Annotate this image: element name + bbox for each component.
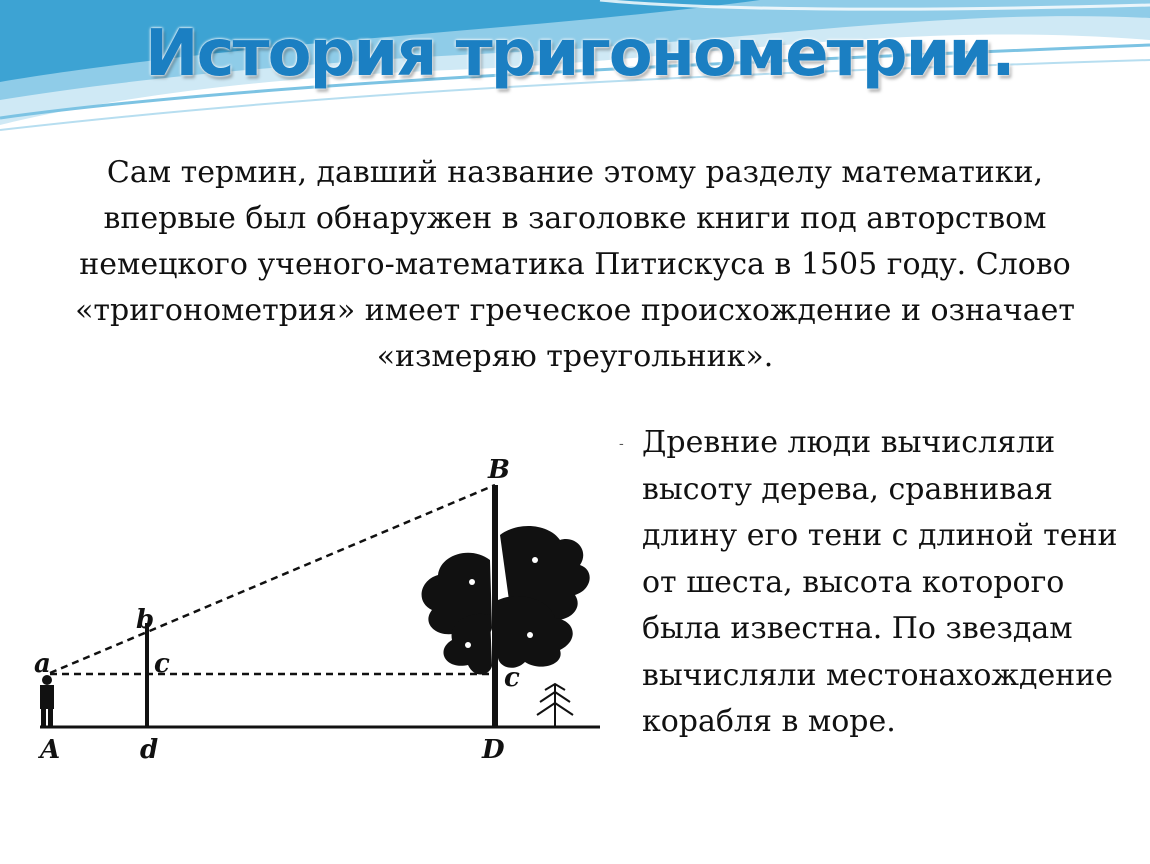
label-A: A xyxy=(40,735,61,765)
slide-title: История тригонометрии. xyxy=(145,17,1014,91)
bullet-marker: - xyxy=(619,436,624,452)
tree-height-diagram xyxy=(20,440,620,780)
tree-foliage xyxy=(422,526,590,675)
intro-paragraph: Сам термин, давший название этому разделу математики, впервые был обнаружен в заголовке книги под авторством немецкого ученого-математика Питискуса в 1505 году. Слово «тригонометрия» имеет греческое происхождение и означает «измеряю треугольник». xyxy=(75,155,1075,374)
side-paragraph: Древние люди вычисляли высоту дерева, сравнивая длину его тени с длиной тени от шеста, высота которого была известна. По звездам вычисляли местонахождение корабля в море. xyxy=(642,425,1118,739)
label-c-pole: c xyxy=(154,649,170,679)
label-B: B xyxy=(488,455,510,485)
label-c-tree: c xyxy=(504,663,520,693)
observer-figure xyxy=(40,675,54,726)
sight-line xyxy=(50,485,495,673)
label-a: a xyxy=(34,649,51,679)
label-d: d xyxy=(140,735,159,765)
label-D: D xyxy=(482,735,505,765)
label-b: b xyxy=(136,605,155,635)
small-bush xyxy=(537,684,573,727)
